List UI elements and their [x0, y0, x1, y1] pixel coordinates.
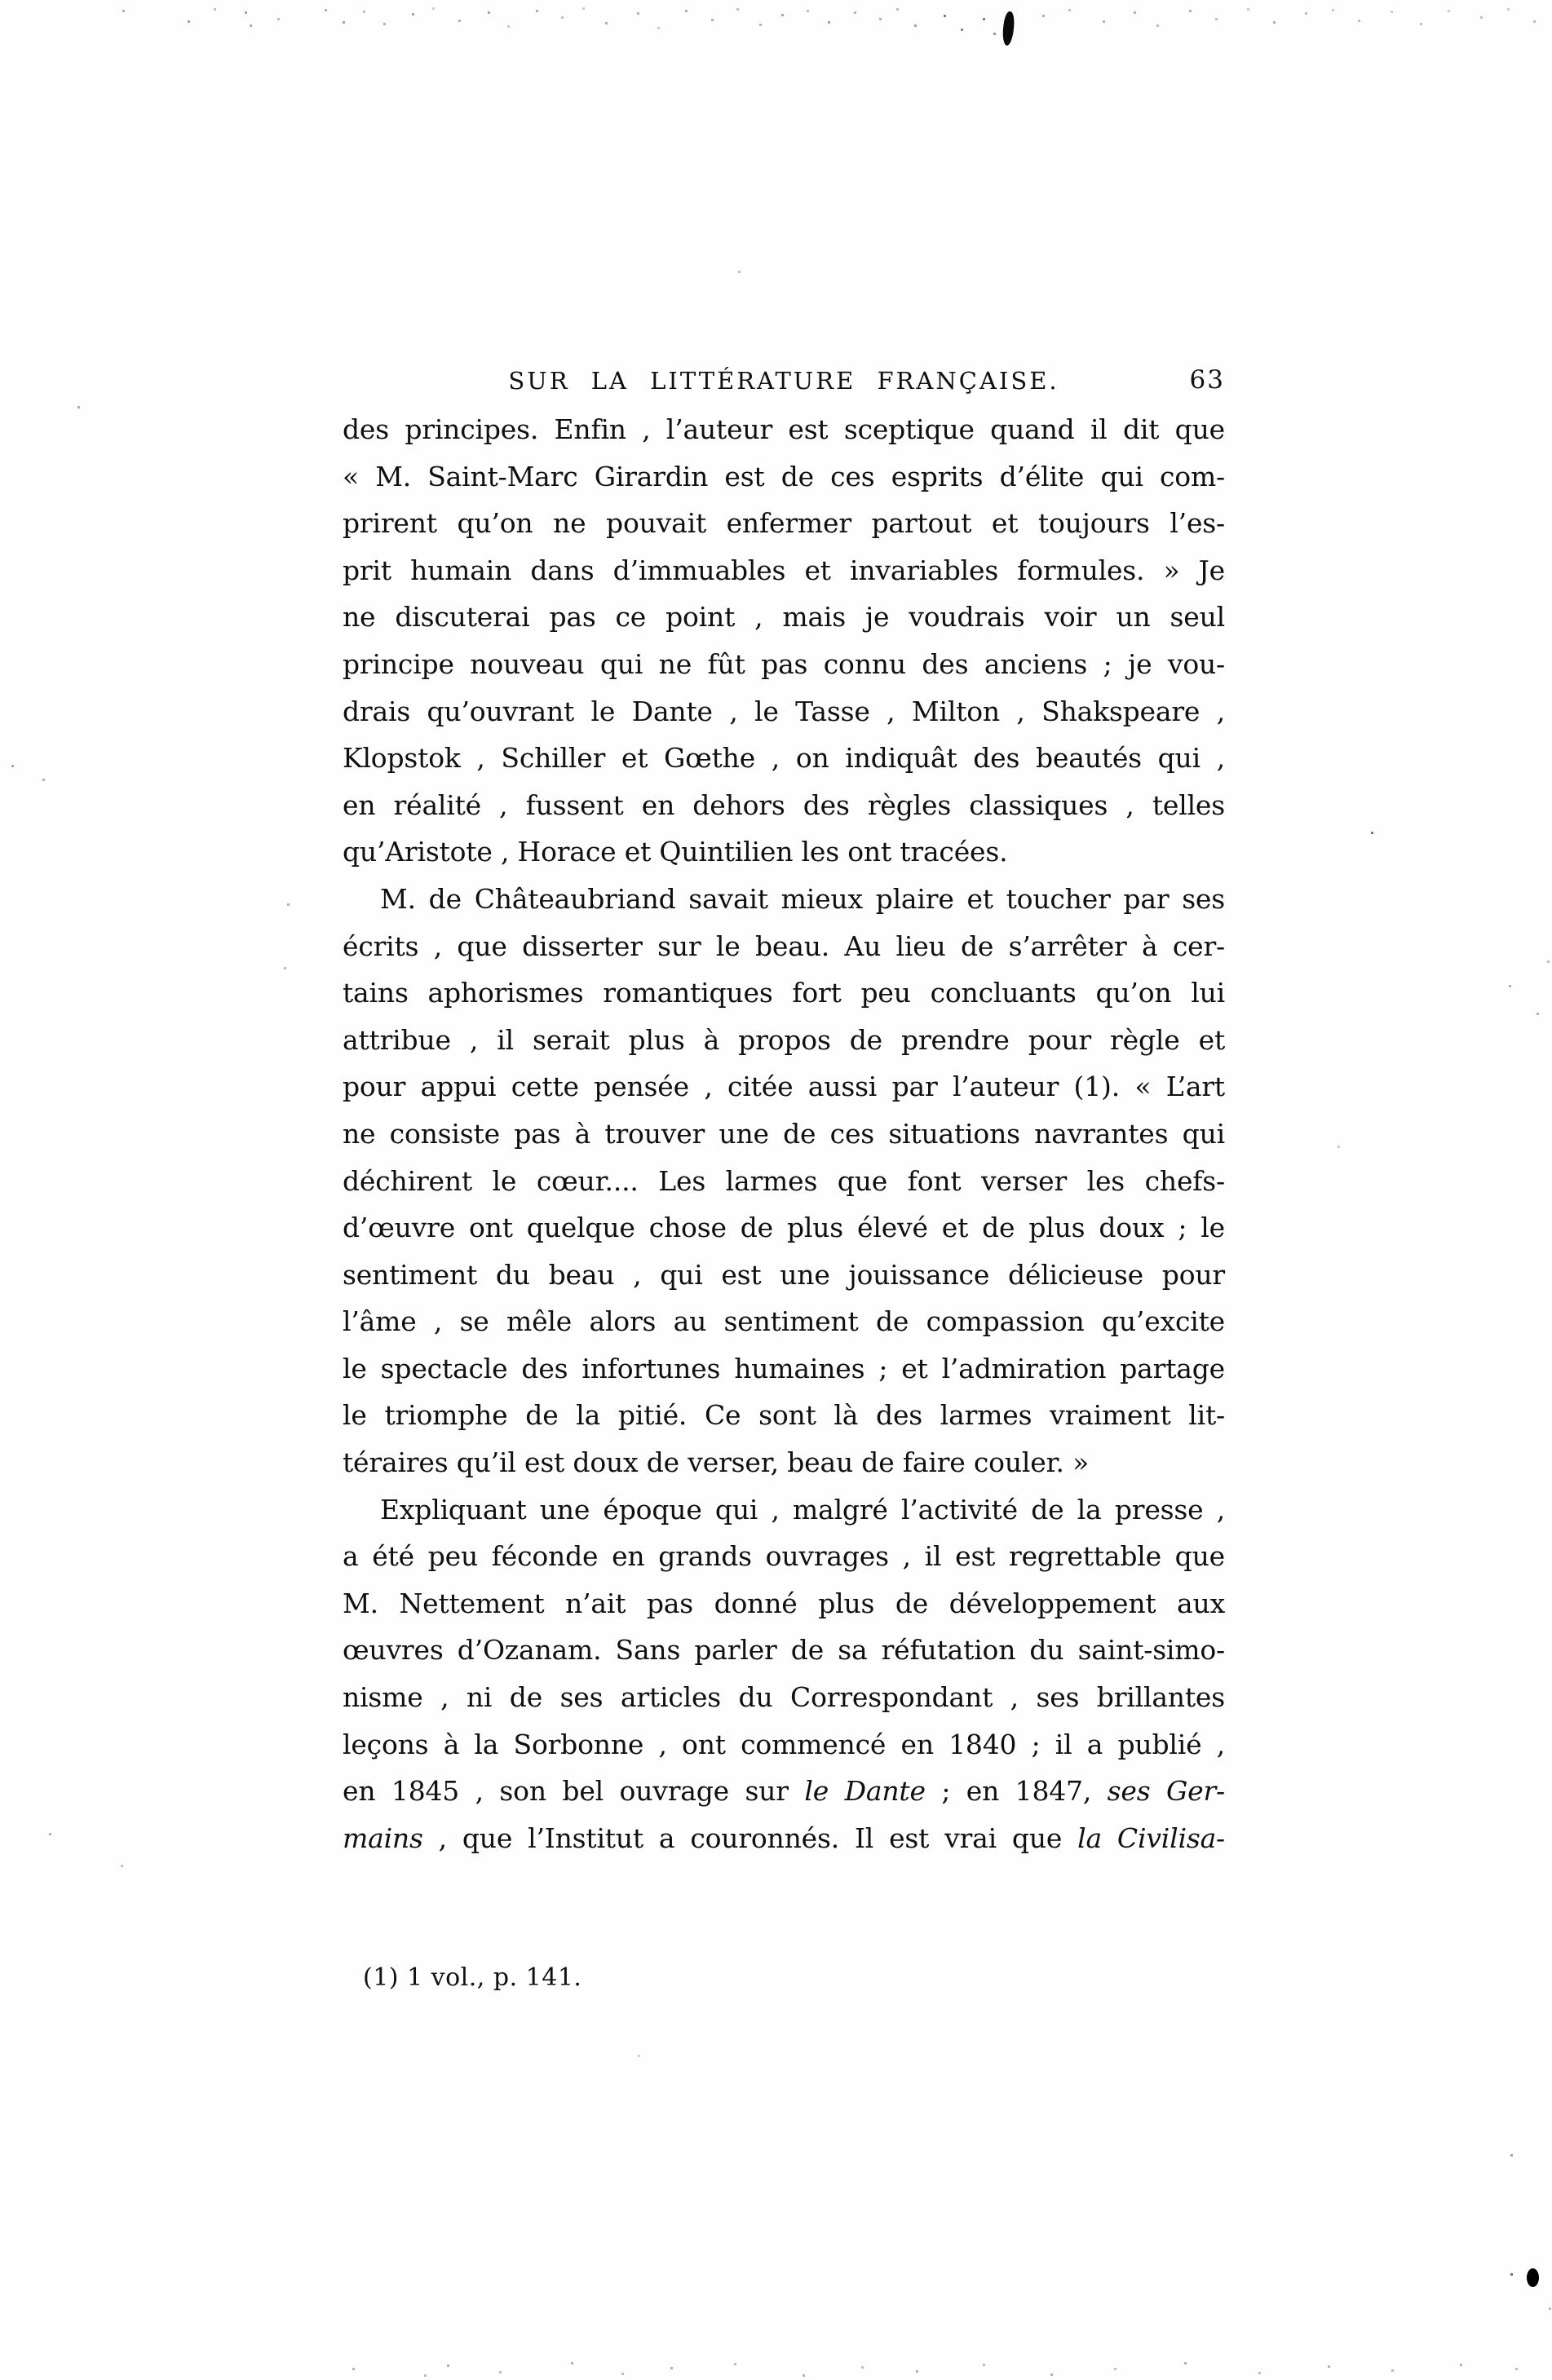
text-segment: ne consiste pas à trouver une de ces situations navrantes qui [343, 1117, 1225, 1150]
text-segment: le triomphe de la pitié. Ce sont là des larmes vraiment lit- [343, 1399, 1225, 1432]
text-segment: œuvres d’Ozanam. Sans parler de sa réfutation du saint-simo- [343, 1634, 1225, 1667]
text-line [343, 828, 1225, 876]
text-line [343, 1158, 1225, 1205]
text-segment: l’âme , se mêle alors au sentiment de compassion qu’excite [343, 1305, 1225, 1338]
text-segment: « M. Saint-Marc Girardin est de ces esprits d’élite qui com- [343, 460, 1225, 492]
text-line [343, 500, 1225, 547]
text-line [343, 1392, 1225, 1439]
text-segment: en 1845 , son bel ouvrage sur [343, 1775, 805, 1808]
ink-dot-bottom [1527, 2268, 1539, 2287]
running-header [343, 367, 1225, 400]
text-line [343, 1439, 1225, 1486]
text-segment: ; en 1847, [925, 1775, 1108, 1808]
page-number: 63 [1189, 365, 1225, 395]
text-line [343, 1533, 1225, 1580]
text-segment: en réalité , fussent en dehors des règles classiques , telles [343, 788, 1225, 821]
text-segment: drais qu’ouvrant le Dante , le Tasse , Milton , Shakspeare , [343, 695, 1225, 727]
text-segment: le spectacle des infortunes humaines ; et l’admiration partage [343, 1352, 1225, 1384]
text-line [343, 1017, 1225, 1064]
text-segment: nisme , ni de ses articles du Correspondant , ses brillantes [343, 1681, 1225, 1714]
text-line [343, 1111, 1225, 1158]
text-segment: pour appui cette pensée , citée aussi par l’auteur (1). « L’art [343, 1071, 1225, 1103]
text-segment: qu’Aristote , Horace et Quintilien les ont tracées. [343, 836, 1008, 868]
text-segment: , que l’Institut a couronnés. Il est vrai que [422, 1821, 1078, 1854]
text-line [343, 1674, 1225, 1721]
text-line [343, 1204, 1225, 1252]
text-segment: tains aphorismes romantiques fort peu concluants qu’on lui [343, 977, 1225, 1009]
text-segment: Klopstok , Schiller et Gœthe , on indiquât des beautés qui , [343, 742, 1225, 775]
body-text [343, 406, 1225, 1861]
running-header-title: SUR LA LITTÉRATURE FRANÇAISE. [508, 367, 1059, 395]
text-line [343, 1298, 1225, 1345]
text-line [343, 1063, 1225, 1111]
text-line [343, 1345, 1225, 1393]
text-segment: prit humain dans d’immuables et invariables formules. » Je [343, 554, 1225, 586]
text-line [343, 406, 1225, 453]
text-line [343, 594, 1225, 641]
text-segment: d’œuvre ont quelque chose de plus élevé et de plus doux ; le [343, 1212, 1225, 1244]
text-segment: sentiment du beau , qui est une jouissance délicieuse pour [343, 1258, 1225, 1291]
text-line [343, 782, 1225, 829]
text-line [343, 1815, 1225, 1862]
text-line [343, 969, 1225, 1017]
text-segment: M. de Châteaubriand savait mieux plaire et toucher par ses [380, 882, 1225, 915]
text-segment: a été peu féconde en grands ouvrages , il est regrettable que [343, 1540, 1225, 1573]
text-line [343, 547, 1225, 594]
text-segment: téraires qu’il est doux de verser, beau de faire couler. » [343, 1446, 1090, 1479]
text-line [343, 1580, 1225, 1627]
text-segment: écrits , que disserter sur le beau. Au lieu de s’arrêter à cer- [343, 929, 1225, 962]
text-line [343, 1486, 1225, 1534]
italic-text-segment: le Dante [804, 1775, 926, 1808]
ink-blot-top [1001, 11, 1015, 46]
text-line [343, 1768, 1225, 1815]
text-segment: attribue , il serait plus à propos de prendre pour règle et [343, 1023, 1225, 1056]
scan-noise-specks [0, 0, 2, 2]
text-segment: prirent qu’on ne pouvait enfermer partout et toujours l’es- [343, 507, 1225, 540]
text-line [343, 1252, 1225, 1299]
text-segment: leçons à la Sorbonne , ont commencé en 1840 ; il a publié , [343, 1728, 1225, 1760]
text-line [343, 453, 1225, 501]
text-line [343, 876, 1225, 923]
italic-text-segment: ses Ger- [1107, 1775, 1226, 1808]
text-line [343, 1721, 1225, 1768]
text-line [343, 923, 1225, 970]
text-segment: principe nouveau qui ne fût pas connu des anciens ; je vou- [343, 647, 1225, 680]
text-segment: ne discuterai pas ce point , mais je voudrais voir un seul [343, 601, 1225, 634]
text-line [343, 641, 1225, 688]
italic-text-segment: la Civilisa- [1077, 1821, 1226, 1854]
text-line [343, 735, 1225, 782]
text-segment: M. Nettement n’ait pas donné plus de développement aux [343, 1587, 1225, 1619]
text-line [343, 1627, 1225, 1674]
footnote: (1) 1 vol., p. 141. [363, 1963, 582, 1992]
text-segment: Expliquant une époque qui , malgré l’activité de la presse , [380, 1493, 1225, 1526]
text-segment: des principes. Enfin , l’auteur est sceptique quand il dit que [343, 413, 1225, 445]
text-line [343, 688, 1225, 735]
text-segment: déchirent le cœur.... Les larmes que font verser les chefs- [343, 1164, 1225, 1197]
italic-text-segment: mains [343, 1821, 423, 1854]
